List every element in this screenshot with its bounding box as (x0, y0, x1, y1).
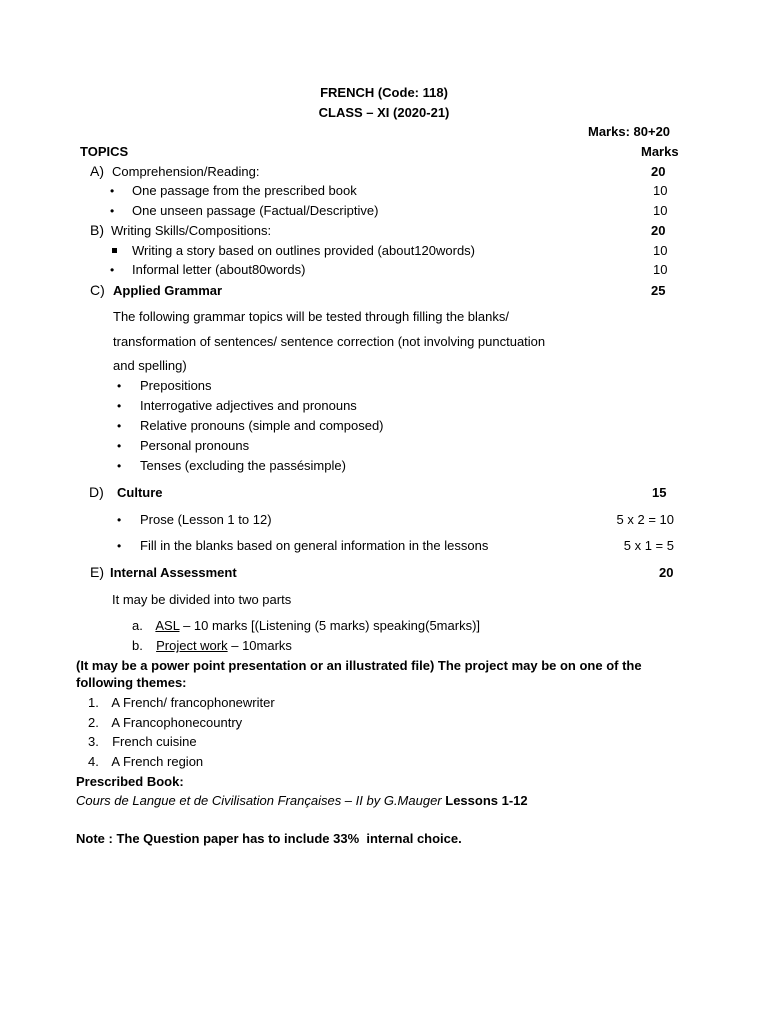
assessment-part (132, 638, 292, 654)
section-c-description: and spelling) (113, 358, 187, 373)
bullet-icon: • (117, 439, 122, 453)
theme-item (88, 734, 197, 750)
project-note-line: (It may be a power point presentation or an illustrated file) The project may be on one of the (76, 658, 642, 673)
section-b-letter: B) (90, 222, 104, 238)
section-b-item: Informal letter (about80words) (132, 262, 306, 277)
part-detail: – 10marks (227, 638, 292, 653)
section-d-letter: D) (89, 484, 104, 500)
part-name: ASL (155, 618, 180, 633)
theme-number: 4. (88, 754, 99, 769)
section-d-item-marks: 5 x 1 = 5 (623, 538, 674, 553)
theme-text: A Francophonecountry (111, 715, 243, 730)
assessment-part (132, 618, 480, 634)
section-a-marks: 20 (651, 164, 666, 179)
marks-total: Marks: 80+20 (588, 124, 671, 139)
section-d-marks: 15 (652, 485, 667, 500)
section-c-description: transformation of sentences/ sentence correction (not involving punctuation (113, 334, 546, 349)
theme-item (88, 715, 242, 731)
marks-header: Marks (641, 144, 679, 159)
section-b-title: Writing Skills/Compositions: (111, 223, 272, 238)
section-c-marks: 25 (651, 283, 666, 298)
theme-text: A French region (111, 754, 204, 769)
section-d-title: Culture (117, 485, 163, 500)
section-e-title: Internal Assessment (110, 565, 237, 580)
final-note: Note : The Question paper has to include 33% internal choice. (76, 831, 462, 846)
book-lessons: Lessons 1-12 (441, 793, 528, 808)
section-e-intro: It may be divided into two parts (112, 592, 292, 607)
grammar-topic: Relative pronouns (simple and composed) (140, 418, 384, 433)
bullet-icon: • (110, 184, 115, 198)
subject-title: FRENCH (Code: 118) (320, 85, 448, 100)
section-b-item-marks: 10 (653, 262, 668, 277)
part-label: b. (132, 638, 143, 653)
section-c-letter: C) (90, 282, 105, 298)
grammar-topic: Personal pronouns (140, 438, 250, 453)
section-e-letter: E) (90, 564, 104, 580)
bullet-icon: • (117, 419, 122, 433)
prescribed-heading: Prescribed Book: (76, 774, 184, 789)
theme-text: French cuisine (112, 734, 197, 749)
part-label: a. (132, 618, 143, 633)
bullet-icon: • (110, 204, 115, 218)
bullet-icon: • (117, 399, 122, 413)
section-a-item-marks: 10 (653, 183, 668, 198)
theme-number: 3. (88, 734, 99, 749)
theme-item (88, 695, 275, 711)
bullet-icon: • (110, 263, 115, 277)
section-d-item-marks: 5 x 2 = 10 (616, 512, 674, 527)
section-b-item: Writing a story based on outlines provided (about120words) (132, 243, 476, 258)
section-a-item-marks: 10 (653, 203, 668, 218)
theme-number: 1. (88, 695, 99, 710)
class-title: CLASS – XI (2020-21) (318, 105, 450, 120)
theme-text: A French/ francophonewriter (111, 695, 275, 710)
theme-item (88, 754, 203, 770)
prescribed-book (76, 793, 528, 809)
section-d-item: Fill in the blanks based on general information in the lessons (140, 538, 489, 553)
bullet-icon: • (117, 539, 122, 553)
part-name: Project work (156, 638, 228, 653)
section-d-item: Prose (Lesson 1 to 12) (140, 512, 272, 527)
section-c-title: Applied Grammar (113, 283, 223, 298)
section-c-description: The following grammar topics will be tested through filling the blanks/ (113, 309, 509, 324)
grammar-topic: Prepositions (140, 378, 212, 393)
grammar-topic: Tenses (excluding the passésimple) (140, 458, 346, 473)
book-title: Cours de Langue et de Civilisation Françaises – II by G.Mauger (76, 793, 442, 808)
bullet-icon: • (117, 379, 122, 393)
section-b-item-marks: 10 (653, 243, 668, 258)
square-bullet-icon (112, 248, 117, 253)
grammar-topic: Interrogative adjectives and pronouns (140, 398, 357, 413)
section-a-item: One unseen passage (Factual/Descriptive) (132, 203, 379, 218)
section-e-marks: 20 (659, 565, 674, 580)
section-a-title: Comprehension/Reading: (112, 164, 260, 179)
section-b-marks: 20 (651, 223, 666, 238)
section-a-letter: A) (90, 163, 104, 179)
topics-header: TOPICS (80, 144, 129, 159)
section-a-item: One passage from the prescribed book (132, 183, 357, 198)
bullet-icon: • (117, 513, 122, 527)
part-detail: – 10 marks [(Listening (5 marks) speaking(5marks)] (179, 618, 481, 633)
project-note-line: following themes: (76, 675, 187, 690)
theme-number: 2. (88, 715, 99, 730)
bullet-icon: • (117, 459, 122, 473)
